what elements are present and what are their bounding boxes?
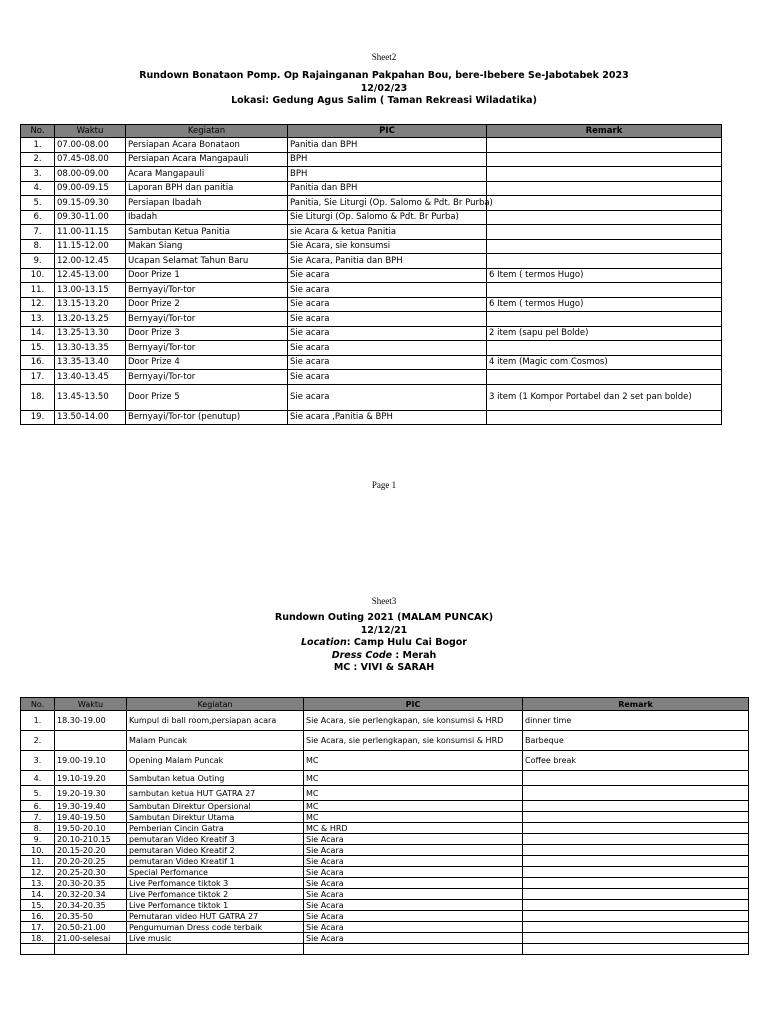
cell-kegiatan: Door Prize 4: [126, 355, 288, 370]
cell-no: 8.: [21, 823, 55, 834]
cell-no: 15.: [21, 341, 55, 356]
sheet2-location: Lokasi: Gedung Agus Salim ( Taman Rekreasi Wiladatika): [231, 95, 537, 106]
table-row: [21, 410, 722, 425]
table-row: [21, 731, 749, 751]
cell-pic: Sie Acara: [304, 922, 523, 933]
table-row: [21, 801, 749, 812]
cell-waktu: 13.50-14.00: [55, 410, 126, 425]
cell-waktu: 20.20-20.25: [55, 856, 127, 867]
cell-remark: [487, 370, 722, 385]
cell-waktu: 13.45-13.50: [55, 384, 126, 410]
cell-remark: 2 item (sapu pel Bolde): [487, 326, 722, 341]
cell-pic: Sie Acara, Panitia dan BPH: [288, 254, 487, 269]
cell-waktu: 20.34-20.35: [55, 900, 127, 911]
cell-pic: Sie acara: [288, 297, 487, 312]
location-value: : Camp Hulu Cai Bogor: [346, 637, 467, 648]
cell-kegiatan: Door Prize 1: [126, 268, 288, 283]
cell-waktu: 09.30-11.00: [55, 210, 126, 225]
cell-remark: [487, 283, 722, 298]
cell-waktu: 19.50-20.10: [55, 823, 127, 834]
table-row: [21, 944, 749, 955]
cell-kegiatan: Door Prize 5: [126, 384, 288, 410]
cell-pic: Sie Acara: [304, 911, 523, 922]
cell-kegiatan: Sambutan Direktur Opersional: [127, 801, 304, 812]
cell-kegiatan: Bernyayi/Tor-tor: [126, 312, 288, 327]
cell-waktu: 20.25-20.30: [55, 867, 127, 878]
cell-no: 12.: [21, 867, 55, 878]
cell-no: 14.: [21, 326, 55, 341]
cell-kegiatan: Opening Malam Puncak: [127, 751, 304, 771]
cell-no: 15.: [21, 900, 55, 911]
sheet2-label: Sheet2: [371, 52, 397, 62]
table-row: [21, 867, 749, 878]
cell-no: 2.: [21, 152, 55, 167]
cell-pic: Sie Acara: [304, 867, 523, 878]
table-row: [21, 225, 722, 240]
cell-no: 5.: [21, 786, 55, 801]
table-row: [21, 834, 749, 845]
cell-no: 16.: [21, 911, 55, 922]
table-row: [21, 326, 722, 341]
table-row: [21, 196, 722, 211]
cell-remark: [523, 823, 749, 834]
cell-pic: Sie acara: [288, 326, 487, 341]
table-row: [21, 239, 722, 254]
sheet3-label: Sheet3: [371, 596, 397, 606]
cell-kegiatan: Sambutan ketua Outing: [127, 771, 304, 786]
cell-no: 4.: [21, 771, 55, 786]
cell-no: 6.: [21, 210, 55, 225]
cell-no: 1.: [21, 711, 55, 731]
cell-no: 16.: [21, 355, 55, 370]
header-kegiatan: Kegiatan: [127, 698, 304, 711]
cell-no: 1.: [21, 138, 55, 153]
cell-kegiatan: Pengumuman Dress code terbaik: [127, 922, 304, 933]
cell-no: 4.: [21, 181, 55, 196]
sheet3-title-block: [0, 612, 768, 675]
cell-pic: Panitia dan BPH: [288, 181, 487, 196]
cell-waktu: 20.35-50: [55, 911, 127, 922]
cell-remark: [523, 922, 749, 933]
cell-remark: Barbeque: [523, 731, 749, 751]
table-row: [21, 771, 749, 786]
cell-kegiatan: Kumpul di ball room,persiapan acara: [127, 711, 304, 731]
sheet3-rundown-table: [20, 697, 749, 955]
cell-kegiatan: Live Perfomance tiktok 2: [127, 889, 304, 900]
cell-pic: Sie Acara, sie perlengkapan, sie konsumsi & HRD: [304, 711, 523, 731]
cell-waktu: 19.40-19.50: [55, 812, 127, 823]
table-row: [21, 856, 749, 867]
cell-remark: [523, 845, 749, 856]
cell-waktu: 13.35-13.40: [55, 355, 126, 370]
cell-remark: [523, 786, 749, 801]
table-row: [21, 138, 722, 153]
cell-no: 12.: [21, 297, 55, 312]
cell-remark: [523, 878, 749, 889]
sheet3-location: [0, 637, 768, 650]
table-row: [21, 878, 749, 889]
cell-no: 17.: [21, 922, 55, 933]
cell-pic: Sie acara: [288, 370, 487, 385]
cell-waktu: 08.00-09.00: [55, 167, 126, 182]
cell-pic: Sie acara: [288, 384, 487, 410]
cell-pic: MC: [304, 771, 523, 786]
cell-no: 13.: [21, 312, 55, 327]
cell-kegiatan: Ucapan Selamat Tahun Baru: [126, 254, 288, 269]
cell-waktu: [55, 731, 127, 751]
cell-no: 10.: [21, 845, 55, 856]
cell-remark: [487, 196, 722, 211]
cell-pic: Sie Liturgi (Op. Salomo & Pdt. Br Purba): [288, 210, 487, 225]
cell-no: 3.: [21, 751, 55, 771]
cell-pic: sie Acara & ketua Panitia: [288, 225, 487, 240]
cell-pic: Panitia, Sie Liturgi (Op. Salomo & Pdt. Br Purba): [288, 196, 487, 211]
cell-waktu: 13.30-13.35: [55, 341, 126, 356]
table-row: [21, 167, 722, 182]
sheet2-title: Rundown Bonataon Pomp. Op Rajainganan Pakpahan Bou, bere-Ibebere Se-Jabotabek 2023: [139, 70, 629, 81]
cell-pic: Sie acara: [288, 312, 487, 327]
header-kegiatan: Kegiatan: [126, 125, 288, 138]
table-row: [21, 845, 749, 856]
header-no: No.: [21, 698, 55, 711]
cell-pic: Sie Acara: [304, 845, 523, 856]
cell-remark: 6 Item ( termos Hugo): [487, 268, 722, 283]
cell-remark: [523, 867, 749, 878]
cell-kegiatan: Bernyayi/Tor-tor: [126, 341, 288, 356]
cell-remark: [487, 254, 722, 269]
cell-pic: Sie acara: [288, 283, 487, 298]
cell-pic: Sie acara: [288, 355, 487, 370]
cell-pic: Sie Acara: [304, 933, 523, 944]
cell-remark: [523, 801, 749, 812]
cell-pic: [304, 944, 523, 955]
cell-pic: Sie Acara: [304, 856, 523, 867]
header-waktu: Waktu: [55, 125, 126, 138]
sheet3-dress-code: [0, 650, 768, 663]
dress-code-value: : Merah: [392, 649, 437, 661]
cell-waktu: 20.30-20.35: [55, 878, 127, 889]
cell-pic: MC: [304, 786, 523, 801]
cell-no: 19.: [21, 410, 55, 425]
header-remark: Remark: [523, 698, 749, 711]
cell-pic: Panitia dan BPH: [288, 138, 487, 153]
cell-kegiatan: sambutan ketua HUT GATRA 27: [127, 786, 304, 801]
table-row: [21, 181, 722, 196]
table-row: [21, 911, 749, 922]
cell-waktu: 19.10-19.20: [55, 771, 127, 786]
cell-kegiatan: pemutaran Video Kreatif 3: [127, 834, 304, 845]
cell-remark: [523, 856, 749, 867]
header-waktu: Waktu: [55, 698, 127, 711]
sheet3-title: Rundown Outing 2021 (MALAM PUNCAK): [274, 612, 494, 623]
cell-pic: Sie Acara: [304, 900, 523, 911]
cell-no: 5.: [21, 196, 55, 211]
table-row: [21, 384, 722, 410]
cell-remark: 3 item (1 Kompor Portabel dan 2 set pan bolde): [487, 384, 722, 410]
table-row: [21, 312, 722, 327]
cell-waktu: 07.00-08.00: [55, 138, 126, 153]
cell-waktu: 13.00-13.15: [55, 283, 126, 298]
sheet2-rundown-table: [20, 124, 722, 425]
sheet3-mc: MC : VIVI & SARAH: [333, 662, 435, 673]
cell-waktu: 20.50-21.00: [55, 922, 127, 933]
sheet2-date: 12/02/23: [360, 82, 408, 94]
cell-no: 17.: [21, 370, 55, 385]
cell-kegiatan: Special Perfomance: [127, 867, 304, 878]
sheet3-date: 12/12/21: [360, 624, 408, 636]
cell-pic: MC: [304, 751, 523, 771]
cell-remark: [523, 900, 749, 911]
cell-kegiatan: Bernyayi/Tor-tor: [126, 283, 288, 298]
cell-no: 11.: [21, 856, 55, 867]
cell-waktu: 11.15-12.00: [55, 239, 126, 254]
cell-no: 3.: [21, 167, 55, 182]
cell-waktu: 19.30-19.40: [55, 801, 127, 812]
cell-waktu: 20.10-210.15: [55, 834, 127, 845]
header-no: No.: [21, 125, 55, 138]
table-row: [21, 254, 722, 269]
table-row: [21, 786, 749, 801]
table-row: [21, 889, 749, 900]
cell-kegiatan: Live music: [127, 933, 304, 944]
cell-kegiatan: pemutaran Video Kreatif 1: [127, 856, 304, 867]
cell-remark: [487, 410, 722, 425]
cell-remark: [523, 911, 749, 922]
cell-waktu: 07.45-08.00: [55, 152, 126, 167]
cell-pic: Sie Acara: [304, 834, 523, 845]
cell-waktu: 20.32-20.34: [55, 889, 127, 900]
cell-no: 9.: [21, 254, 55, 269]
cell-waktu: 12.00-12.45: [55, 254, 126, 269]
cell-pic: BPH: [288, 152, 487, 167]
header-remark: Remark: [487, 125, 722, 138]
cell-waktu: [55, 944, 127, 955]
table-row: [21, 933, 749, 944]
cell-kegiatan: Persiapan Ibadah: [126, 196, 288, 211]
cell-pic: Sie acara: [288, 341, 487, 356]
cell-no: 7.: [21, 225, 55, 240]
page-number: Page 1: [371, 480, 397, 490]
cell-kegiatan: Door Prize 3: [126, 326, 288, 341]
header-pic: PIC: [304, 698, 523, 711]
cell-remark: [523, 933, 749, 944]
table-row: [21, 900, 749, 911]
location-label: Location: [301, 637, 347, 648]
cell-kegiatan: Laporan BPH dan panitia: [126, 181, 288, 196]
cell-kegiatan: pemutaran Video Kreatif 2: [127, 845, 304, 856]
table-row: [21, 152, 722, 167]
cell-remark: [487, 167, 722, 182]
cell-remark: [523, 812, 749, 823]
cell-waktu: 13.25-13.30: [55, 326, 126, 341]
table-row: [21, 210, 722, 225]
cell-pic: Sie Acara, sie konsumsi: [288, 239, 487, 254]
cell-kegiatan: Persiapan Acara Bonataon: [126, 138, 288, 153]
cell-kegiatan: Malam Puncak: [127, 731, 304, 751]
table-row: [21, 711, 749, 731]
cell-kegiatan: Ibadah: [126, 210, 288, 225]
cell-waktu: 13.15-13.20: [55, 297, 126, 312]
cell-kegiatan: Persiapan Acara Mangapauli: [126, 152, 288, 167]
cell-kegiatan: Live Perfomance tiktok 3: [127, 878, 304, 889]
sheet2-title-block: [0, 70, 768, 108]
header-pic: PIC: [288, 125, 487, 138]
table-row: [21, 823, 749, 834]
cell-remark: [523, 944, 749, 955]
cell-waktu: 20.15-20.20: [55, 845, 127, 856]
cell-remark: [523, 771, 749, 786]
cell-waktu: 13.20-13.25: [55, 312, 126, 327]
cell-no: 18.: [21, 933, 55, 944]
cell-waktu: 19.00-19.10: [55, 751, 127, 771]
cell-remark: 6 Item ( termos Hugo): [487, 297, 722, 312]
cell-kegiatan: Pemberian Cincin Gatra: [127, 823, 304, 834]
cell-kegiatan: Sambutan Ketua Panitia: [126, 225, 288, 240]
cell-no: 13.: [21, 878, 55, 889]
cell-kegiatan: Bernyayi/Tor-tor (penutup): [126, 410, 288, 425]
cell-no: [21, 944, 55, 955]
table-row: [21, 355, 722, 370]
cell-kegiatan: Live Perfomance tiktok 1: [127, 900, 304, 911]
cell-pic: MC: [304, 801, 523, 812]
cell-pic: MC: [304, 812, 523, 823]
cell-remark: [523, 889, 749, 900]
cell-remark: [487, 210, 722, 225]
cell-kegiatan: Makan Siang: [126, 239, 288, 254]
cell-remark: [487, 341, 722, 356]
table-row: [21, 922, 749, 933]
cell-no: 8.: [21, 239, 55, 254]
cell-pic: Sie Acara: [304, 889, 523, 900]
dress-code-label: Dress Code: [331, 649, 393, 661]
cell-kegiatan: Pemutaran video HUT GATRA 27: [127, 911, 304, 922]
cell-remark: [487, 152, 722, 167]
cell-waktu: 18.30-19.00: [55, 711, 127, 731]
cell-remark: [487, 138, 722, 153]
table-header-row: [21, 125, 722, 138]
cell-waktu: 11.00-11.15: [55, 225, 126, 240]
cell-waktu: 12.45-13.00: [55, 268, 126, 283]
cell-kegiatan: Sambutan Direktur Utama: [127, 812, 304, 823]
cell-kegiatan: Bernyayi/Tor-tor: [126, 370, 288, 385]
cell-waktu: 21.00-selesai: [55, 933, 127, 944]
cell-pic: MC & HRD: [304, 823, 523, 834]
table-row: [21, 751, 749, 771]
cell-no: 2.: [21, 731, 55, 751]
cell-remark: [487, 225, 722, 240]
cell-waktu: 19.20-19.30: [55, 786, 127, 801]
cell-remark: Coffee break: [523, 751, 749, 771]
cell-remark: [487, 312, 722, 327]
cell-waktu: 09.15-09.30: [55, 196, 126, 211]
cell-remark: 4 item (Magic com Cosmos): [487, 355, 722, 370]
cell-no: 9.: [21, 834, 55, 845]
cell-no: 14.: [21, 889, 55, 900]
cell-no: 6.: [21, 801, 55, 812]
cell-remark: dinner time: [523, 711, 749, 731]
table-row: [21, 297, 722, 312]
cell-pic: Sie acara: [288, 268, 487, 283]
table-row: [21, 283, 722, 298]
cell-pic: Sie Acara: [304, 878, 523, 889]
cell-remark: [487, 239, 722, 254]
cell-pic: BPH: [288, 167, 487, 182]
table-row: [21, 268, 722, 283]
cell-kegiatan: Door Prize 2: [126, 297, 288, 312]
table-header-row: [21, 698, 749, 711]
table-row: [21, 370, 722, 385]
table-row: [21, 812, 749, 823]
cell-waktu: 09.00-09.15: [55, 181, 126, 196]
cell-no: 18.: [21, 384, 55, 410]
cell-remark: [523, 834, 749, 845]
cell-no: 10.: [21, 268, 55, 283]
cell-waktu: 13.40-13.45: [55, 370, 126, 385]
cell-kegiatan: [127, 944, 304, 955]
cell-kegiatan: Acara Mangapauli: [126, 167, 288, 182]
table-row: [21, 341, 722, 356]
cell-pic: Sie acara ,Panitia & BPH: [288, 410, 487, 425]
cell-no: 7.: [21, 812, 55, 823]
cell-no: 11.: [21, 283, 55, 298]
cell-pic: Sie Acara, sie perlengkapan, sie konsumsi & HRD: [304, 731, 523, 751]
cell-remark: [487, 181, 722, 196]
